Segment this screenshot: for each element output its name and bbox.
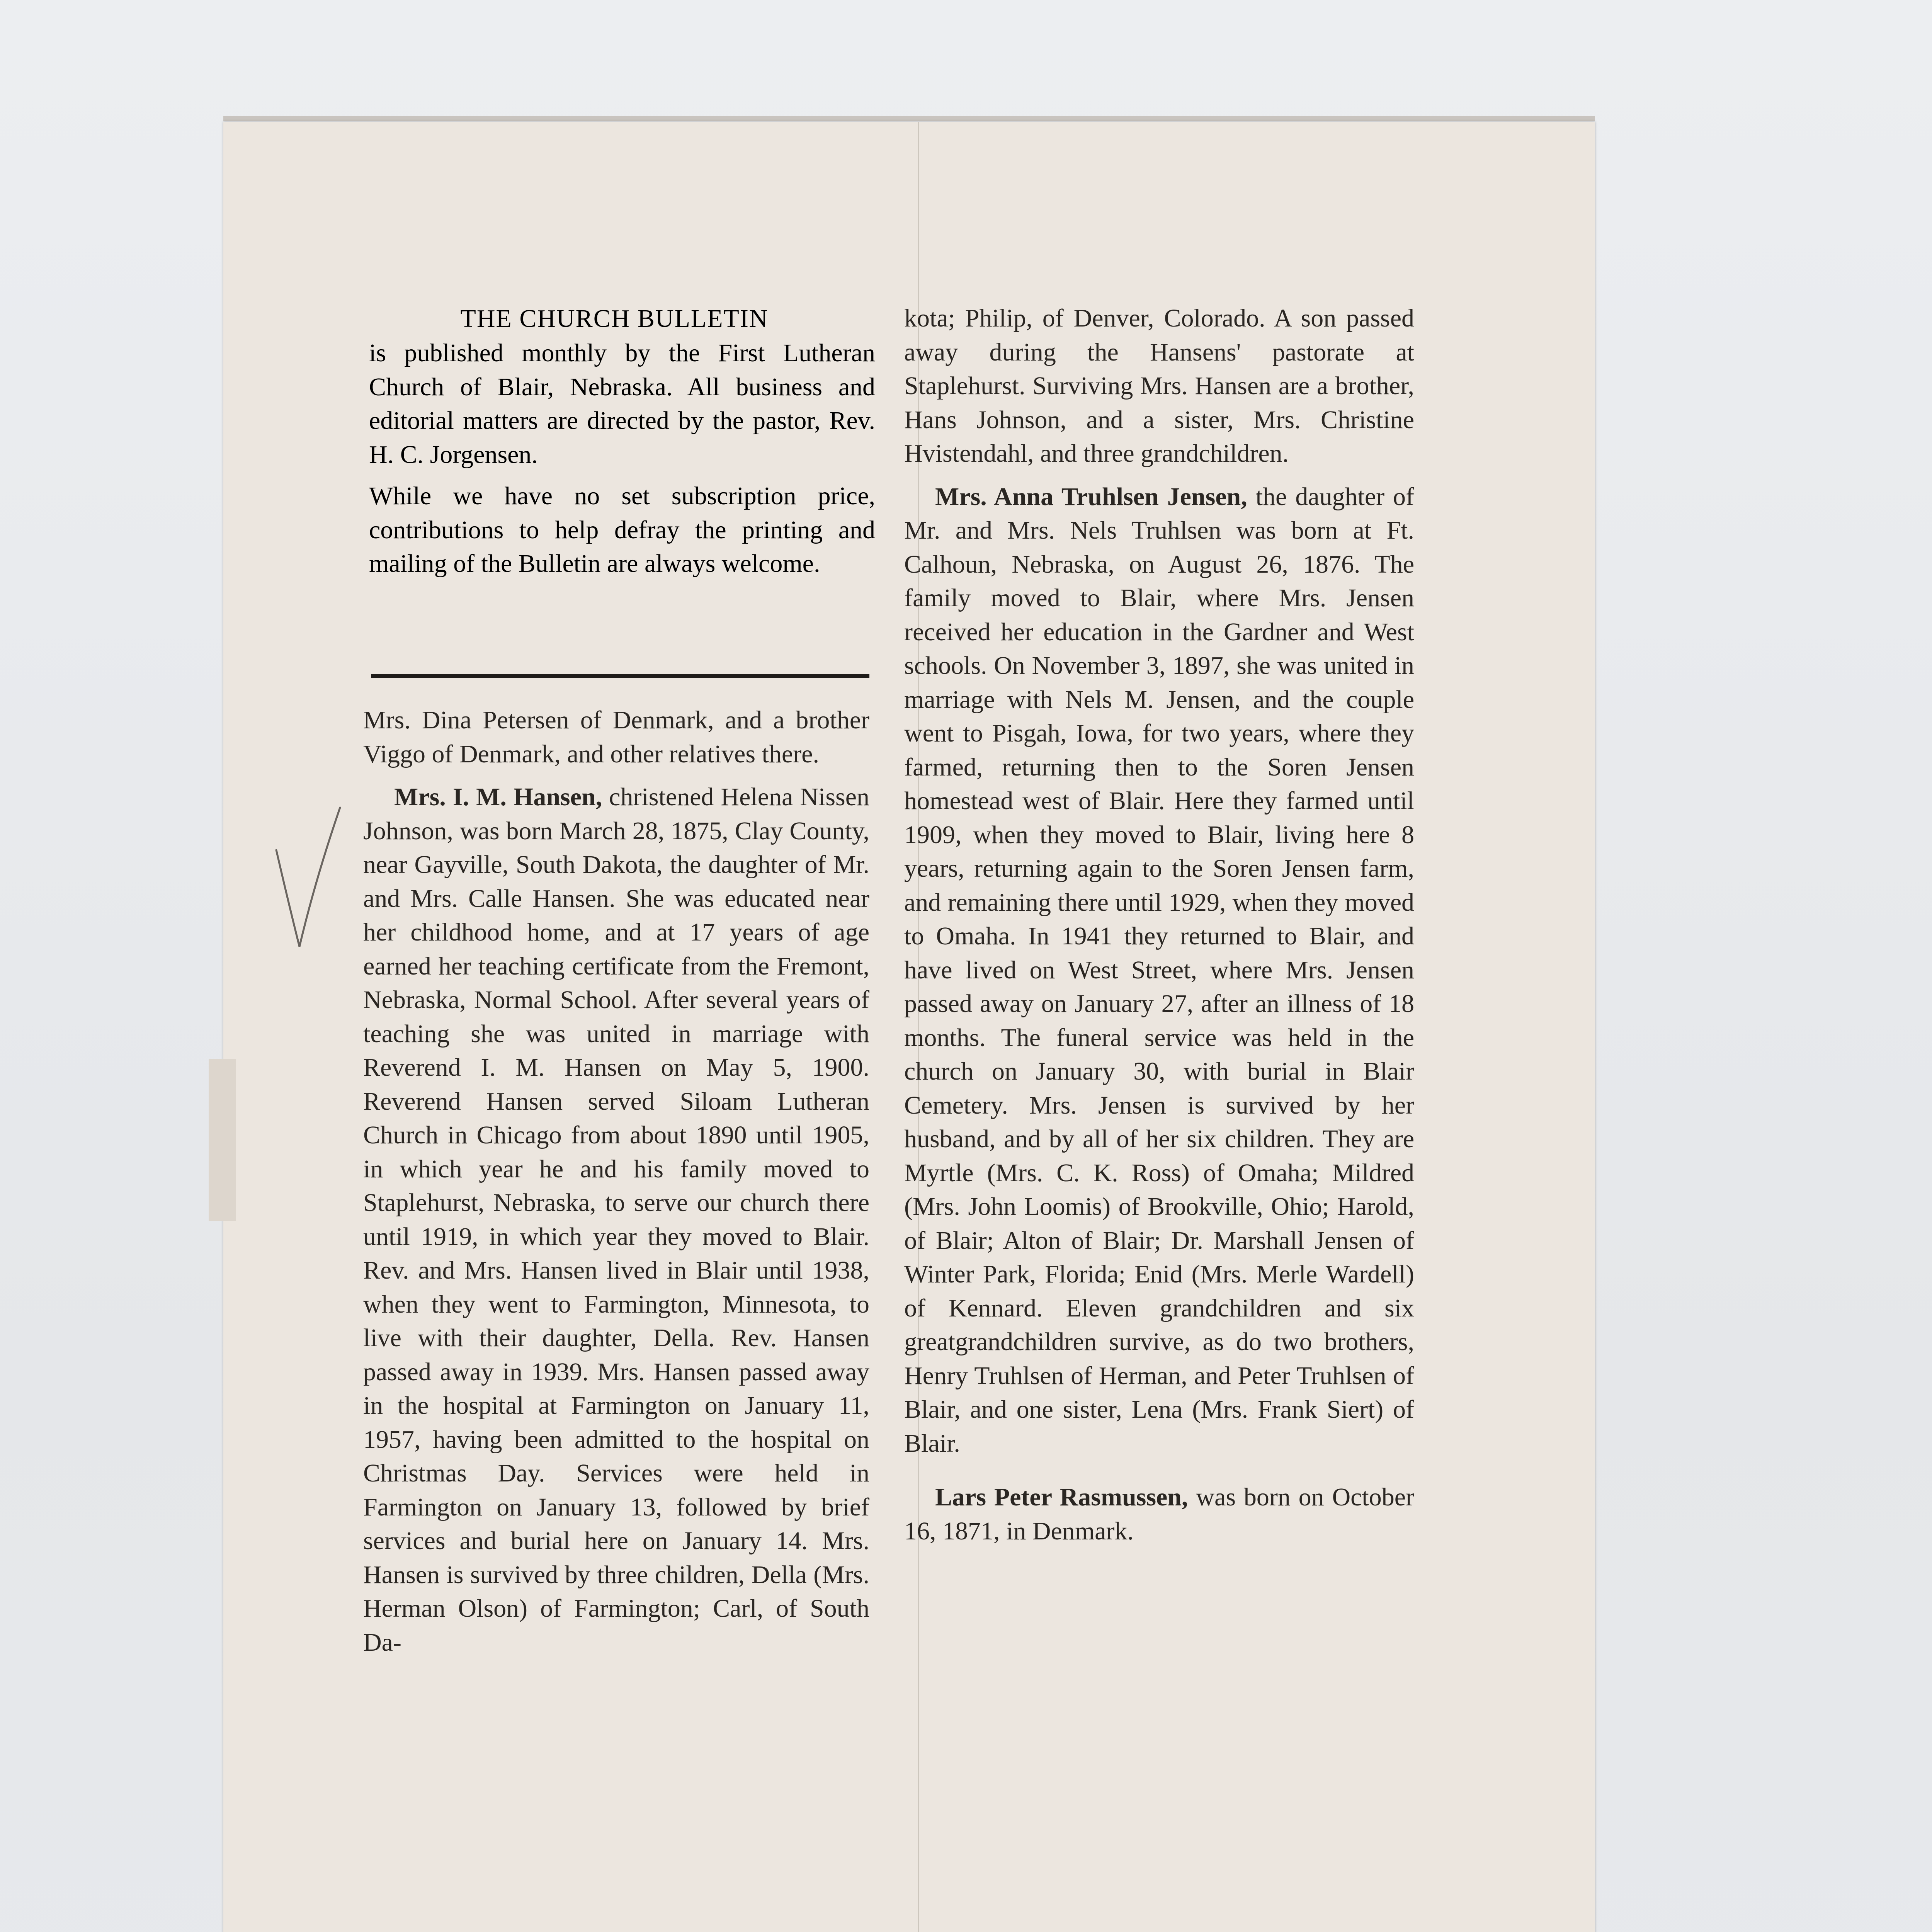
obituary-text-jensen: the daughter of Mr. and Mrs. Nels Truhlsen was born at Ft. Calhoun, Nebraska, on August 26, 1876. The family moved to Blair, where Mrs. Jensen received her education in the Gardner and West schools. On November 3, 1897, she was united in marriage with Nels M. Jensen, and the couple went to Pisgah, Iowa, for two years, where they farmed, returning then to the Soren Jensen homestead west of Blair. Here they farmed until 1909, when they moved to Blair, living here 8 years, returning again to the Soren Jensen farm, and remaining there until 1929, when they moved to Omaha. In 1941 they returned to Blair, and have lived on West Street, where Mrs. Jensen passed away on January 27, after an illness of 18 months. The funeral service was held in the church on January 30, with burial in Blair Cemetery. Mrs. Jensen is survived by her husband, and by all of her six children. They are Myrtle (Mrs. C. K. Ross) of Omaha; Mildred (Mrs. John Loomis) of Brookville, Ohio; Harold, of Blair; Alton of Blair; Dr. Marshall Jensen of Winter Park, Florida; Enid (Mrs. Merle Wardell) of Kennard. Eleven grandchildren and six greatgrandchildren survive, as do two brothers, Henry Truhlsen of Herman, and Peter Truhlsen of Blair, and one sister, Lena (Mrs. Frank Siert) of Blair. — [904, 482, 1414, 1458]
obituary-hansen-continued: kota; Philip, of Denver, Colorado. A son passed away during the Hansens' pastorate at Staplehurst. Surviving Mrs. Hansen are a brother, Hans Johnson, and a sister, Mrs. Christine Hvistendahl, and three grandchildren. — [904, 304, 1414, 468]
masthead-body: is published monthly by the First Lutheran Church of Blair, Nebraska. All business and editorial matters are directed by the pastor, Rev. H. C. Jorgensen. — [369, 339, 875, 469]
continued-obituary-text: Mrs. Dina Petersen of Denmark, and a brother Viggo of Denmark, and other relatives there. — [363, 706, 869, 768]
obituary-rasmussen — [904, 1480, 1414, 1548]
sheet-top-edge — [223, 116, 1595, 121]
obituary-text-rasmussen: was born on October 16, 1871, in Denmark. — [904, 1483, 1415, 1545]
obituary-name-rasmussen: Lars Peter Rasmussen, — [935, 1483, 1188, 1511]
obituary-jensen — [904, 480, 1414, 1461]
masthead-title: THE CHURCH BULLETIN — [460, 304, 769, 333]
obituary-name-hansen: Mrs. I. M. Hansen, — [394, 783, 602, 811]
left-column — [363, 703, 869, 1659]
masthead-subscription-note: While we have no set subscription price, contributions to help defray the printing and mailing of the Bulletin are always welcome. — [369, 482, 875, 578]
obituary-text-hansen: christened Helena Nissen Johnson, was born March 28, 1875, Clay County, near Gayville, South Dakota, the daughter of Mr. and Mrs. Calle Hansen. She was educated near her childhood home, and at 17 years of age earned her teaching certificate from the Fremont, Nebraska, Normal School. After several years of teaching she was united in marriage with Reverend I. M. Hansen on May 5, 1900. Reverend Hansen served Siloam Lutheran Church in Chicago from about 1890 until 1905, in which year he and his family moved to Staplehurst, Nebraska, to serve our church there until 1919, in which year they moved to Blair. Rev. and Mrs. Hansen lived in Blair until 1938, when they went to Farmington, Minnesota, to live with their daughter, Della. Rev. Hansen passed away in 1939. Mrs. Hansen passed away in the hospital at Farmington on January 11, 1957, having been admitted to the hospital on Christmas Day. Services were held in Farmington on January 13, followed by brief services and burial here on January 14. Mrs. Hansen is survived by three children, Della (Mrs. Herman Olson) of Farmington; Carl, of South Da- — [363, 783, 870, 1656]
pencil-check-mark — [272, 804, 342, 951]
masthead — [369, 301, 875, 581]
obituary-name-jensen: Mrs. Anna Truhlsen Jensen, — [935, 482, 1247, 511]
paper-tab — [209, 1059, 236, 1221]
right-column — [904, 301, 1414, 1548]
masthead-divider — [371, 674, 869, 678]
obituary-hansen — [363, 780, 869, 1659]
